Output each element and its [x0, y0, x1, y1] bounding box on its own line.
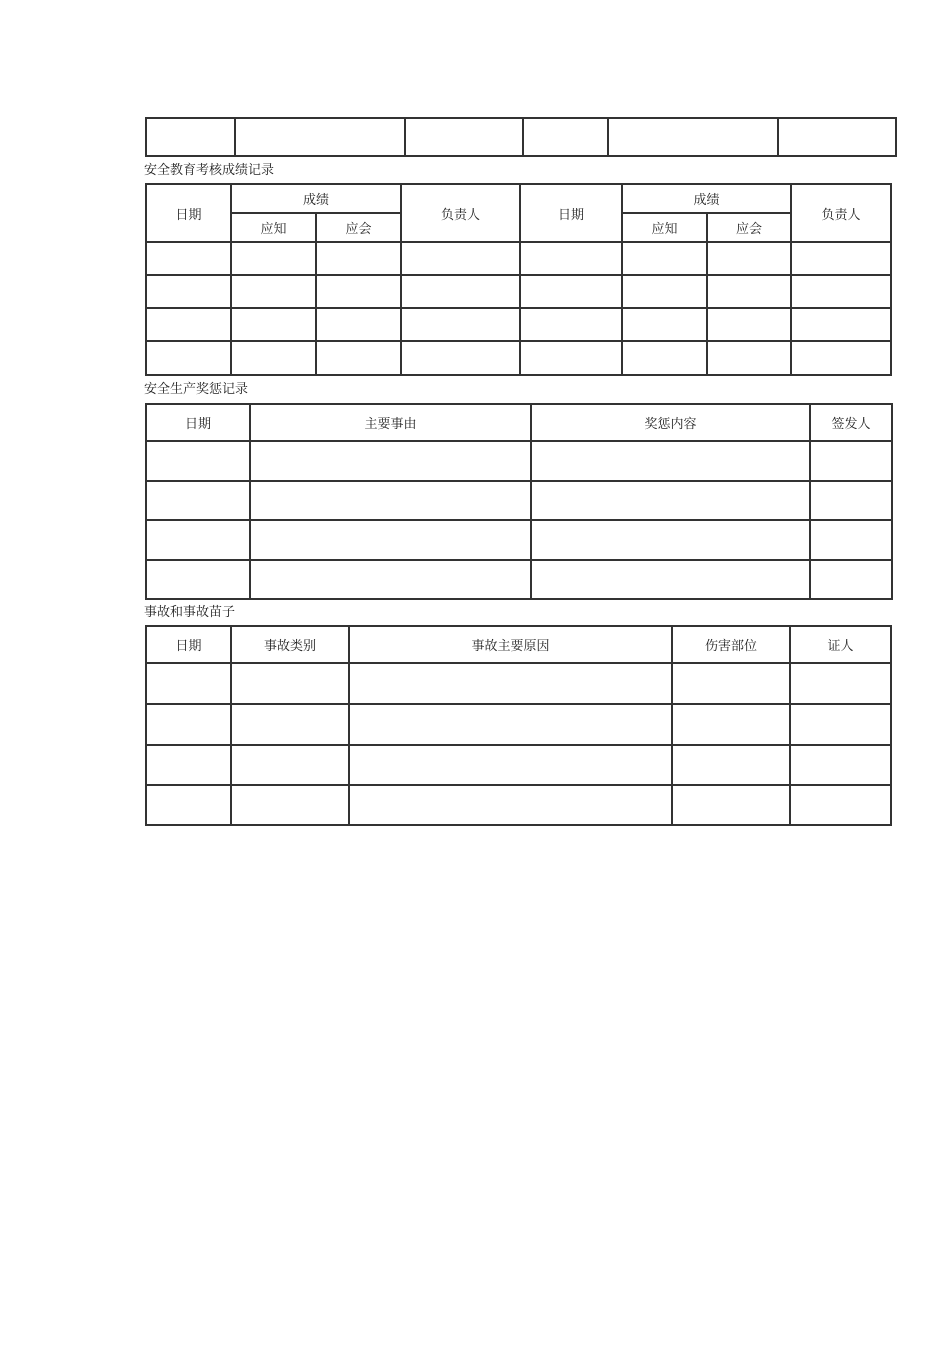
table-cell [790, 704, 891, 745]
table-cell [520, 308, 622, 341]
table-cell [401, 341, 520, 375]
table-row [146, 560, 892, 599]
education-scores-table [145, 183, 892, 376]
table-cell [520, 242, 622, 275]
table-row [146, 745, 891, 785]
table-cell [672, 745, 790, 785]
table-cell [622, 242, 707, 275]
table-cell [791, 242, 891, 275]
table-cell [146, 481, 250, 520]
table-cell [622, 275, 707, 308]
table-cell [231, 242, 316, 275]
table-cell [531, 560, 810, 599]
header-accident-cause: 事故主要原因 [349, 626, 672, 663]
table-cell [401, 308, 520, 341]
table-row [146, 520, 892, 560]
table-row [146, 663, 891, 704]
table-cell [250, 441, 531, 481]
table-cell [810, 520, 892, 560]
table-cell [707, 242, 791, 275]
table-cell [316, 308, 401, 341]
header-score: 成绩 [231, 184, 401, 213]
table-cell [231, 663, 349, 704]
table-cell [235, 118, 405, 156]
table-cell [622, 308, 707, 341]
table-cell [531, 481, 810, 520]
table-cell [231, 745, 349, 785]
header-date: 日期 [146, 184, 231, 242]
header-person-in-charge: 负责人 [401, 184, 520, 242]
table-cell [146, 441, 250, 481]
table-cell [672, 663, 790, 704]
table-cell [707, 275, 791, 308]
table-row [146, 242, 891, 275]
table-cell [810, 481, 892, 520]
table-row [146, 481, 892, 520]
table-cell [622, 341, 707, 375]
accidents-table [145, 625, 892, 826]
table-cell [672, 704, 790, 745]
table-cell [791, 341, 891, 375]
table-cell [231, 704, 349, 745]
table-cell [146, 118, 235, 156]
table-cell [231, 275, 316, 308]
table-cell [146, 663, 231, 704]
table-cell [791, 275, 891, 308]
table-cell [146, 242, 231, 275]
header-date: 日期 [146, 626, 231, 663]
table-row [146, 341, 891, 375]
table-row [146, 785, 891, 825]
table-cell [707, 308, 791, 341]
table-cell [707, 341, 791, 375]
table-row [146, 308, 891, 341]
header-issuer: 签发人 [810, 404, 892, 441]
table-cell [316, 242, 401, 275]
header-person-in-charge: 负责人 [791, 184, 891, 242]
table-cell [531, 520, 810, 560]
table-cell [250, 520, 531, 560]
table-cell [146, 560, 250, 599]
table-cell [401, 275, 520, 308]
table-cell [349, 704, 672, 745]
table-cell [523, 118, 608, 156]
table-cell [790, 745, 891, 785]
table-row [146, 275, 891, 308]
header-skill: 应会 [316, 213, 401, 242]
table-cell [146, 275, 231, 308]
table-cell [531, 441, 810, 481]
table-cell [349, 663, 672, 704]
section-title-education-scores: 安全教育考核成绩记录 [144, 163, 275, 178]
table-cell [405, 118, 523, 156]
table-cell [790, 785, 891, 825]
table-cell [146, 745, 231, 785]
table-cell [250, 560, 531, 599]
table-cell [520, 341, 622, 375]
header-accident-type: 事故类别 [231, 626, 349, 663]
table-cell [146, 520, 250, 560]
table-cell [791, 308, 891, 341]
table-cell [250, 481, 531, 520]
header-injury-location: 伤害部位 [672, 626, 790, 663]
table-cell [810, 441, 892, 481]
header-date: 日期 [520, 184, 622, 242]
table-cell [401, 242, 520, 275]
table-cell [810, 560, 892, 599]
table-cell [778, 118, 896, 156]
header-reward-content: 奖惩内容 [531, 404, 810, 441]
rewards-penalties-table [145, 403, 893, 600]
table-cell [520, 275, 622, 308]
header-witness: 证人 [790, 626, 891, 663]
table-cell [316, 341, 401, 375]
table-cell [146, 785, 231, 825]
table-row [146, 704, 891, 745]
header-main-reason: 主要事由 [250, 404, 531, 441]
table-cell [231, 785, 349, 825]
table-cell [146, 341, 231, 375]
table-cell [146, 704, 231, 745]
table-cell [146, 308, 231, 341]
header-date: 日期 [146, 404, 250, 441]
table-cell [316, 275, 401, 308]
header-knowledge: 应知 [231, 213, 316, 242]
table-cell [231, 308, 316, 341]
table-cell [608, 118, 778, 156]
section-title-accidents: 事故和事故苗子 [144, 605, 236, 620]
table-cell [349, 745, 672, 785]
section-title-rewards-penalties: 安全生产奖惩记录 [144, 382, 249, 397]
table-cell [672, 785, 790, 825]
table-row [146, 441, 892, 481]
table-cell [349, 785, 672, 825]
header-skill: 应会 [707, 213, 791, 242]
table-cell [790, 663, 891, 704]
header-knowledge: 应知 [622, 213, 707, 242]
top-partial-table [145, 117, 897, 157]
table-cell [231, 341, 316, 375]
header-score: 成绩 [622, 184, 791, 213]
